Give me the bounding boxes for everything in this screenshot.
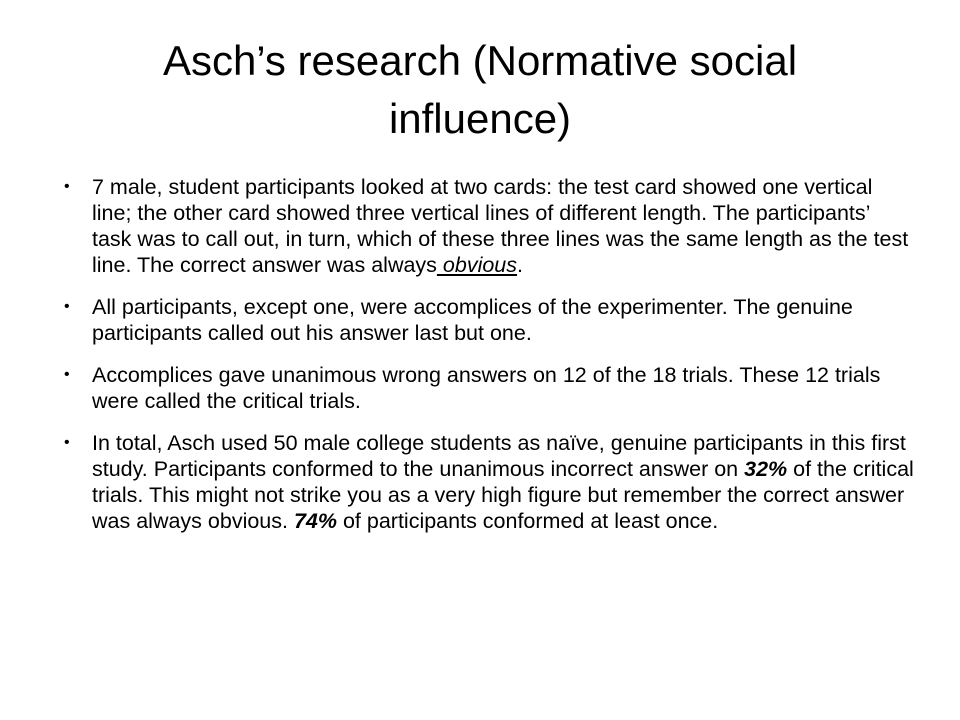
bullet-dot-icon: • — [64, 298, 70, 315]
bullet-2-text: All participants, except one, were accomplices of the experimenter. The genuine participants called out his answer last but one. — [92, 295, 853, 345]
bullet-1-text: 7 male, student participants looked at two cards: the test card showed one vertical line; the other card showed three vertical lines of different length. The participants’ task was to call out, in turn, which of these three lines was the same length as the test line. The correct answer was always — [92, 175, 909, 277]
bullet-item-3 — [64, 362, 914, 414]
bullet-item-4 — [64, 430, 914, 534]
bullet-dot-icon: • — [64, 366, 70, 383]
bullet-item-2 — [64, 294, 914, 346]
slide-title: Asch’s research (Normative social influence) — [162, 37, 798, 142]
bullet-4-text: In total, Asch used 50 male college students as naïve, genuine participants in this first study. Participants conformed to the unanimous incorrect answer on — [92, 431, 906, 481]
bullet-item-1 — [64, 174, 914, 278]
bullet-dot-icon: • — [64, 434, 70, 451]
bullet-1-emphasis-obvious: obvious — [436, 253, 518, 277]
bullet-4-emphasis-74-percent: 74% — [293, 509, 337, 533]
bullet-4-text-end: of participants conformed at least once. — [337, 509, 719, 533]
bullet-list — [64, 174, 914, 550]
bullet-1-text-end: . — [517, 253, 524, 277]
bullet-dot-icon: • — [64, 178, 70, 195]
bullet-3-text: Accomplices gave unanimous wrong answers on 12 of the 18 trials. These 12 trials were called the critical trials. — [92, 363, 881, 413]
bullet-4-text-middle: of the critical trials. This might not strike you as a very high figure but remember the correct answer was always obvious. — [92, 457, 914, 533]
bullet-4-emphasis-32-percent: 32% — [744, 457, 788, 481]
